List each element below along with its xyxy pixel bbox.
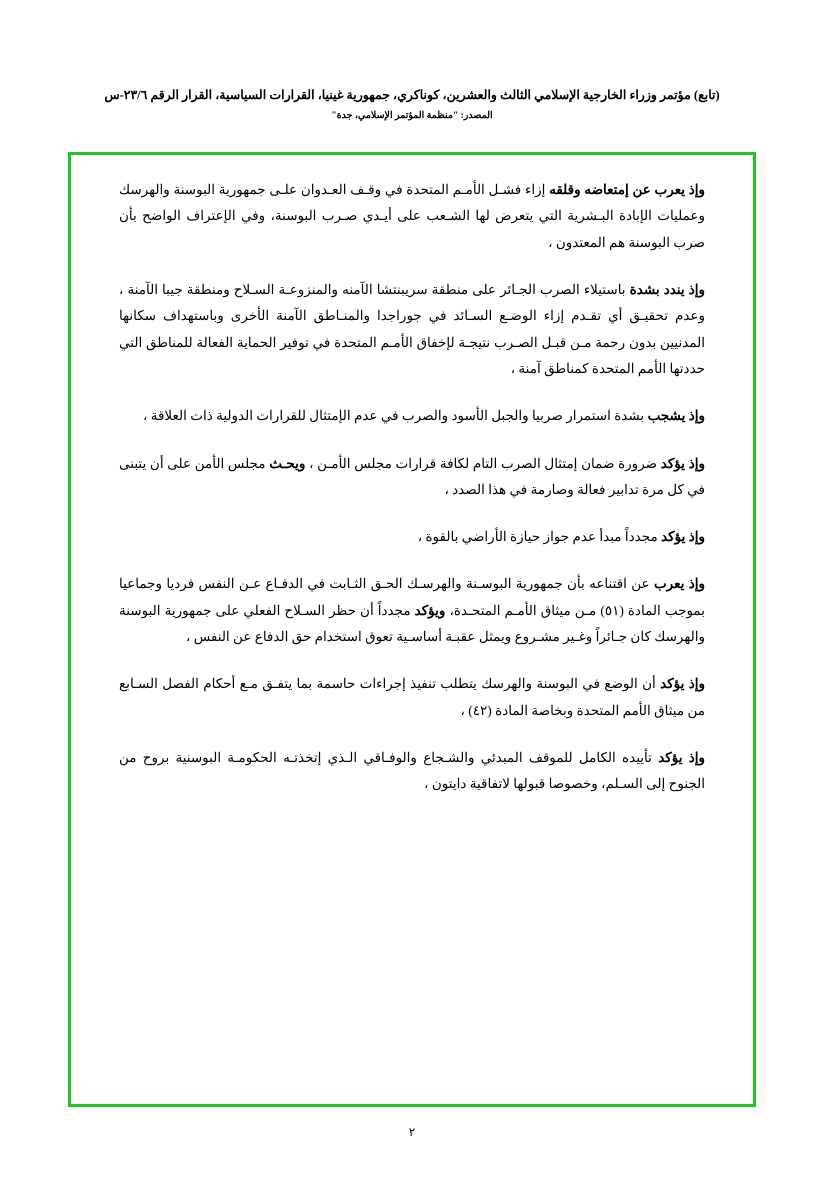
paragraph-body: بشدة استمرار صربيا والجبل الأسود والصرب في عدم الإمتثال للقرارات الدولية ذات العلاقة ، [143, 408, 648, 424]
paragraph-body: باستيلاء الصرب الجـائر على منطقة سريبنتشا الآمنه والمنزوعـة السـلاح ومنطقة جيبا الآمنة ، وعدم تحقيـق أي تقـدم إزاء الوضـع السـائد في جوراجدا والمنـاطق الآمنة الأخرى وباستهداف سكانها المدنيين بدون رحمة مـن قبـل الصـرب نتيجـة لإخفاق الأمـم المتحدة في توفير الحماية الفعالة للمناطق التي حددتها الأمم المتحدة كمناطق آمنة ، [119, 281, 705, 376]
page-header [92, 86, 732, 123]
paragraph-lead: وإذ يندد بشدة [629, 281, 706, 297]
paragraph-body-secondary: مجدداً أن حظر السـلاح الفعلي على جمهورية البوسنة والهرسك كان جـائراً وغـير مشـروع ويمثل عقبـة أساسـية تعوق استخدام حق الدفاع عن النفس ، [119, 602, 705, 645]
paragraph [119, 451, 705, 504]
source-label: المصدر: [460, 110, 493, 121]
paragraph-body: إزاء فشـل الأمـم المتحدة في وقـف العـدوان علـى جمهورية البوسنة والهرسك وعمليات الإبادة البـشرية التي يتعرض لها الشـعب على أيـدي صـرب البوسنة، وفي الإعتراف الواضح بأن صرب البوسنة هم المعتدون ، [119, 182, 705, 250]
paragraph-lead-secondary: ويؤكد [414, 602, 446, 618]
paragraph [119, 524, 705, 550]
header-source [92, 110, 732, 123]
paragraph-lead: وإذ يؤكد [660, 676, 705, 692]
green-content-frame [68, 152, 756, 1107]
paragraph-lead: وإذ يؤكد [658, 750, 705, 765]
paragraph [119, 571, 705, 650]
paragraph-lead: وإذ يعرب [653, 576, 705, 592]
paragraph-body-secondary: مجلس الأمن على أن يتبنى في كل مرة تدابير فعالة وصارمة في هذا الصدد ، [119, 455, 705, 497]
paragraph [119, 671, 705, 724]
paragraph [119, 403, 705, 429]
paragraph-body: مجدداً مبدأ عدم جواز حيازة الأراضي بالقوة ، [417, 529, 662, 545]
source-value: "منظمة المؤتمر الإسلامي، جدة" [331, 110, 459, 121]
paragraph-body: ضرورة ضمان إمتثال الصرب التام لكافة قرارات مجلس الأمـن ، [305, 455, 661, 471]
paragraph-body: تأييده الكامل للموقف المبدئي والشـجاع والوفـاقي الـذي إتخذتـه الحكومـة البوسنية بروح من الجنوح إلى السـلم، وخصوصا قبولها لاتفاقية دايتون ، [119, 750, 705, 792]
header-title: (تابع) مؤتمر وزراء الخارجية الإسلامي الثالث والعشرين، كوناكري، جمهورية غينيا، القرارات السياسية، القرار الرقم ٢٣/٦-س [104, 88, 720, 102]
paragraph-lead: وإذ يؤكد [660, 455, 706, 471]
paragraph-lead: وإذ يشجب [647, 408, 705, 424]
page-number: ٢ [408, 1125, 416, 1139]
paragraph-lead-secondary: ويحـث [269, 455, 306, 471]
paragraph-body: أن الوضع في البوسنة والهرسك يتطلب تنفيذ إجراءات حاسمة بما يتفـق مـع أحكام الفصل السـابع من ميثاق الأمم المتحدة وبخاصة المادة (٤٢) ، [119, 676, 705, 718]
paragraph [119, 745, 705, 798]
paragraph [119, 177, 705, 256]
paragraph-lead: وإذ يعرب عن إمتعاضه وقلقه [549, 182, 706, 197]
content-body [71, 155, 753, 808]
paragraph-lead: وإذ يؤكد [661, 529, 705, 545]
paragraph-body: عن اقتناعه بأن جمهورية البوسـنة والهرسـك الحـق الثـابت في الدفـاع عـن النفس فرديا وجماعيا بموجب المادة (٥١) مـن ميثاق الأمـم المتحـدة، [119, 576, 705, 618]
paragraph [119, 277, 705, 382]
